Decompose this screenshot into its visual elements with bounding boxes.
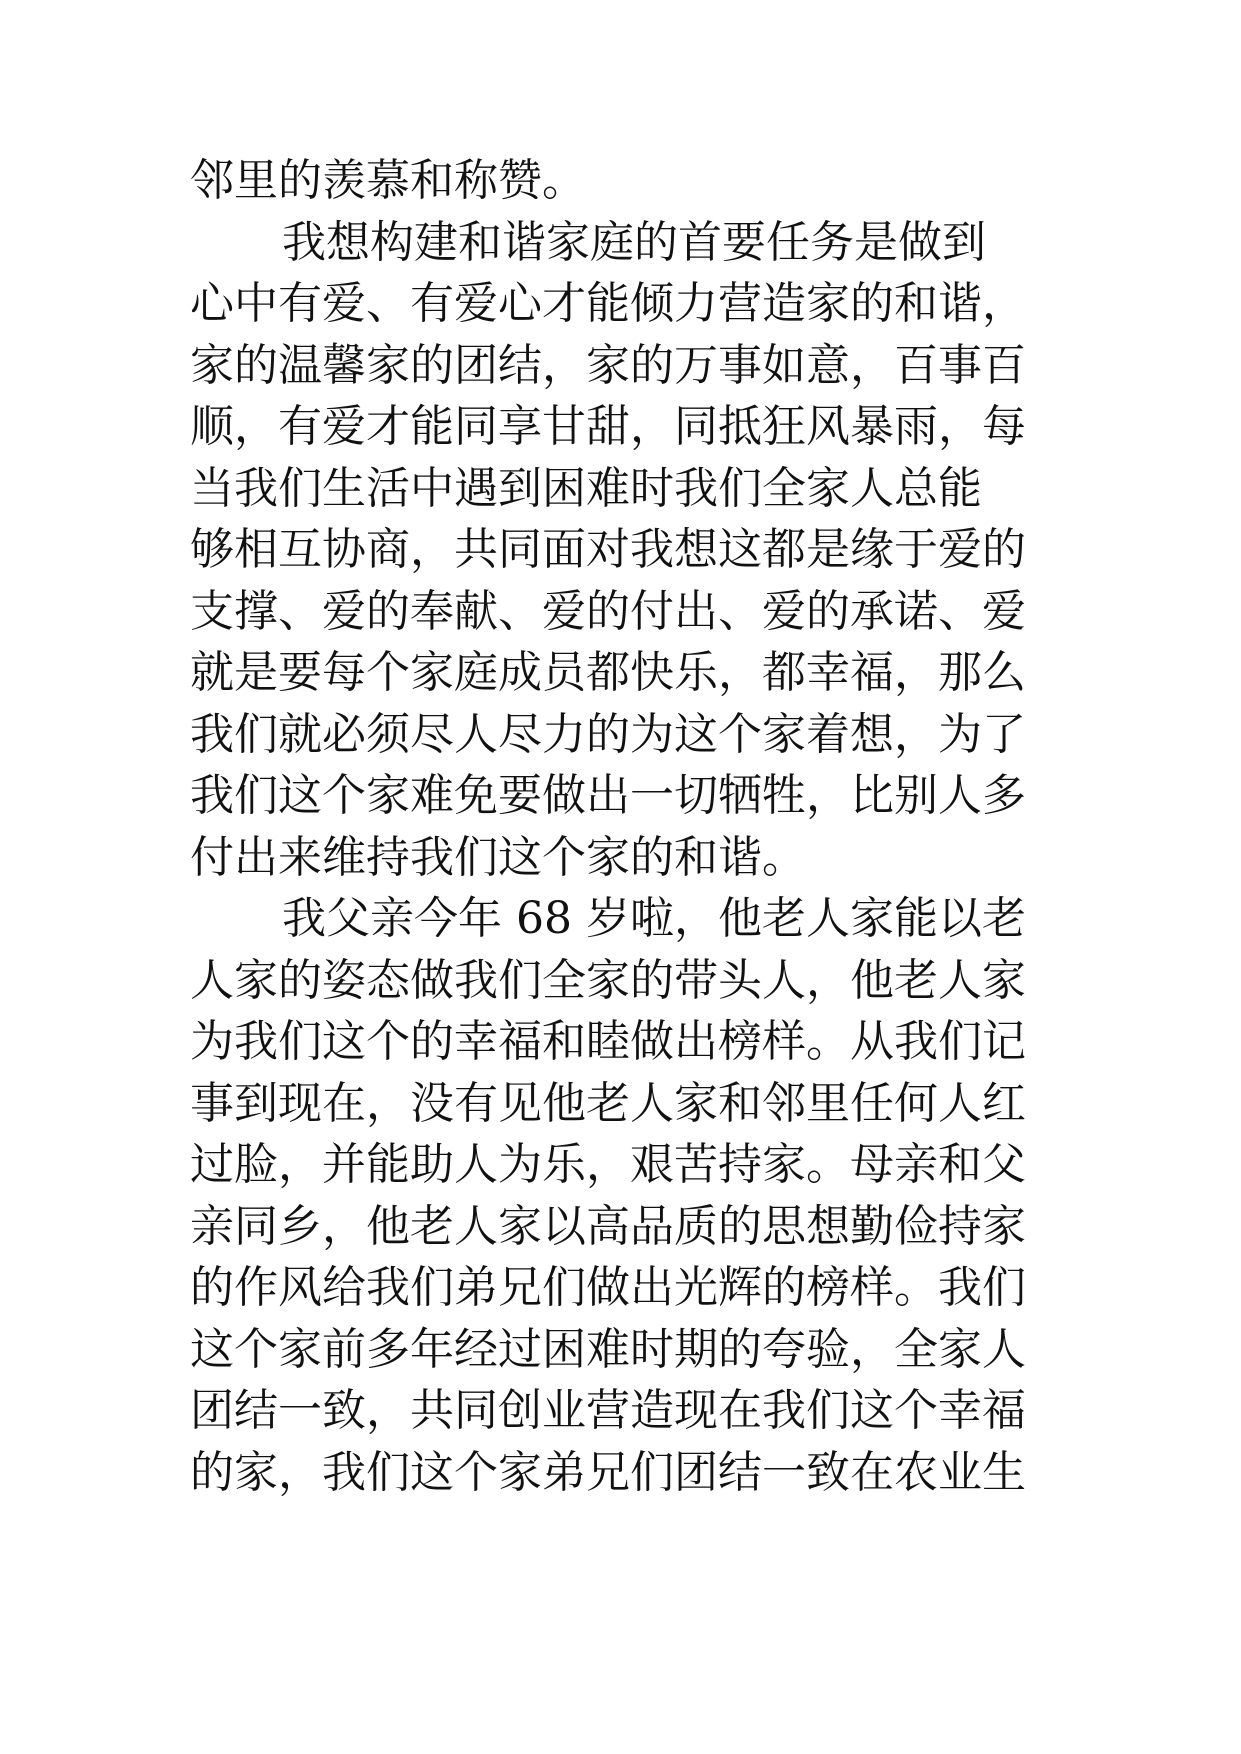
text-line: 亲同乡，他老人家以高品质的思想勤俭持家 [190,1200,1026,1252]
text-line: 事到现在，没有见他老人家和邻里任何人红 [190,1077,1026,1129]
text-line: 我们这个家难免要做出一切牺牲，比别人多 [190,770,1026,821]
text-line: 付出来维持我们这个家的和谐。 [190,831,806,883]
text-line: 的家，我们这个家弟兄们团结一致在农业生 [190,1446,1026,1498]
text-line: 当我们生活中遇到困难时我们全家人总能 [190,462,982,514]
text-line: 这个家前多年经过困难时期的夸验，全家人 [190,1323,1026,1375]
text-line: 心中有爱、有爱心才能倾力营造家的和谐， [190,278,1026,329]
text-line: 我们就必须尽人尽力的为这个家着想，为了 [190,708,1026,760]
text-line: 就是要每个家庭成员都快乐，都幸福，那么 [190,647,1026,698]
text-line: 团结一致，共同创业营造现在我们这个幸福 [190,1385,1026,1436]
text-line: 为我们这个的幸福和睦做出榜样。从我们记 [190,1016,1026,1067]
paragraph-first-line: 我父亲今年 68 岁啦，他老人家能以老 [282,893,1026,944]
text-line: 支撑、爱的奉献、爱的付出、爱的承诺、爱 [190,585,1026,637]
text-line: 顺，有爱才能同享甘甜，同抵狂风暴雨，每 [190,401,1026,452]
text-line: 家的温馨家的团结，家的万事如意，百事百 [190,339,1026,391]
text-line: 够相互协商，共同面对我想这都是缘于爱的 [190,524,1026,575]
body-text [190,150,1060,1503]
text-line: 过脸，并能助人为乐，艰苦持家。母亲和父 [190,1139,1026,1190]
text-line: 人家的姿态做我们全家的带头人，他老人家 [190,954,1026,1006]
text-line: 的作风给我们弟兄们做出光辉的榜样。我们 [190,1262,1026,1313]
paragraph-first-line: 我想构建和谐家庭的首要任务是做到 [282,216,986,268]
text-line: 邻里的羡慕和称赞。 [190,155,586,206]
